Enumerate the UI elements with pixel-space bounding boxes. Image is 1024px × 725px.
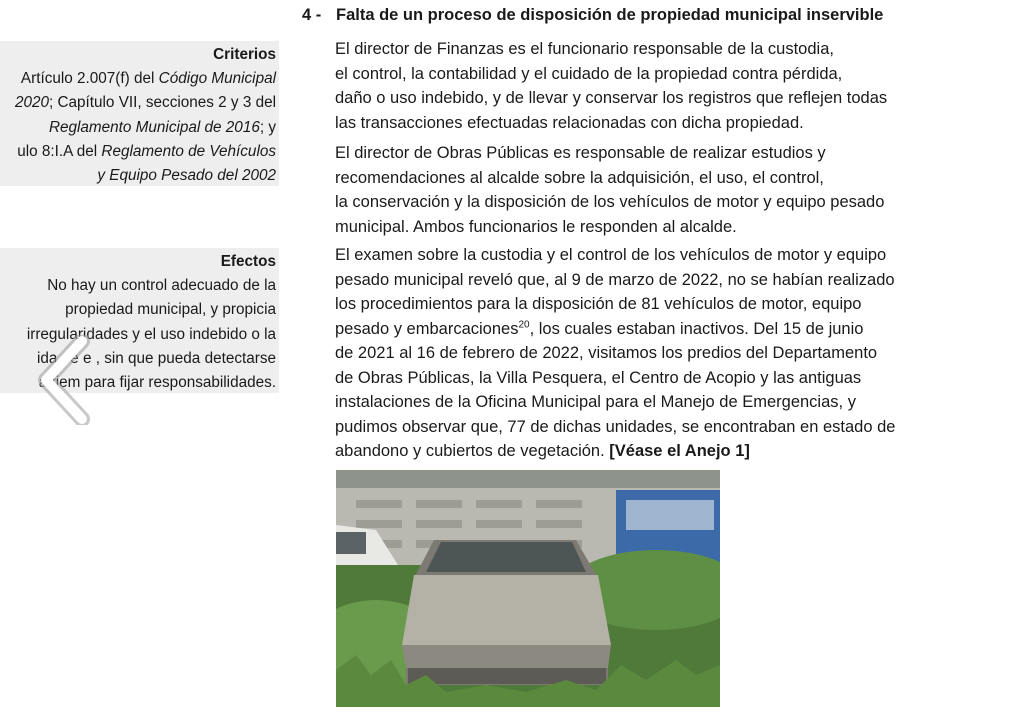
criterios-line-3: Reglamento Municipal de 2016; y [48, 118, 276, 136]
paragraph-line: pesado municipal reveló que, al 9 de marzo de 2022, no se habían realizado [335, 270, 895, 289]
criterios-line-2: 2020; Capítulo VII, secciones 2 y 3 del [14, 94, 276, 112]
efectos-line-1: No hay un control adecuado de la [47, 277, 276, 295]
criterios-heading: Criterios [213, 46, 276, 63]
abandoned-vehicle-photo [336, 470, 720, 707]
paragraph-line: daño o uso indebido, y de llevar y conservar los registros que reflejen todas [335, 89, 888, 107]
paragraph-examen [335, 243, 975, 464]
paragraph-line: instalaciones de la Oficina Municipal para el Manejo de Emergencias, y [335, 393, 856, 411]
paragraph-finanzas [335, 37, 975, 135]
paragraph-line: El director de Finanzas es el funcionario responsable de la custodia, [335, 40, 834, 58]
paragraph-line: el control, la contabilidad y el cuidado de la propiedad contra pérdida, [335, 64, 843, 83]
paragraph-line: pudimos observar que, 77 de dichas unidades, se encontraban en estado de [335, 417, 896, 436]
efectos-line-3: irregularidades y el uso indebido o la [26, 325, 276, 343]
paragraph-line: los procedimientos para la disposición de 81 vehículos de motor, equipo [335, 295, 862, 313]
chevron-left-icon[interactable] [34, 335, 94, 425]
efectos-line-2: propiedad municipal, y propicia [65, 301, 276, 319]
paragraph-line: pesado y embarcaciones$^{20}$, los cuales estaban inactivos. Del 15 de junio [335, 319, 864, 338]
paragraph-obras-publicas [335, 141, 975, 239]
paragraph-line: recomendaciones al alcalde sobre la adquisición, el uso, el control, [335, 168, 824, 187]
paragraph-line: El examen sobre la custodia y el control de los vehículos de motor y equipo [335, 246, 887, 264]
finding-title: Falta de un proceso de disposición de propiedad municipal inservible [336, 6, 884, 24]
criterios-line-4: ulo 8:I.A del Reglamento de Vehículos [17, 142, 276, 160]
paragraph-line: de Obras Públicas, la Villa Pesquera, el Centro de Acopio y las antiguas [335, 368, 862, 387]
footnote-ref[interactable]: 20 [518, 319, 530, 330]
criterios-line-1: Artículo 2.007(f) del Código Municipal [20, 70, 276, 88]
finding-heading [302, 6, 883, 25]
efectos-line-5: a tiem para fijar responsabilidades. [38, 374, 276, 392]
criterios-content [0, 43, 276, 188]
paragraph-line: municipal. Ambos funcionarios le responden al alcalde. [335, 217, 737, 236]
paragraph-line: abandono y cubiertos de vegetación. [Véase el Anejo 1] [335, 442, 750, 460]
efectos-line-4: ida de e , sin que pueda detectarse [37, 349, 276, 367]
anejo-reference: [Véase el Anejo 1] [609, 442, 750, 460]
finding-number: 4 - [302, 6, 322, 24]
paragraph-line: las transacciones efectuadas relacionadas con dicha propiedad. [335, 113, 804, 132]
paragraph-line: de 2021 al 16 de febrero de 2022, visitamos los predios del Departamento [335, 344, 878, 362]
efectos-heading: Efectos [220, 253, 276, 270]
criterios-box [0, 41, 279, 186]
paragraph-line: la conservación y la disposición de los vehículos de motor y equipo pesado [335, 193, 885, 211]
paragraph-line: El director de Obras Públicas es responsable de realizar estudios y [335, 144, 826, 162]
criterios-line-5: y Equipo Pesado del 2002 [97, 167, 276, 185]
